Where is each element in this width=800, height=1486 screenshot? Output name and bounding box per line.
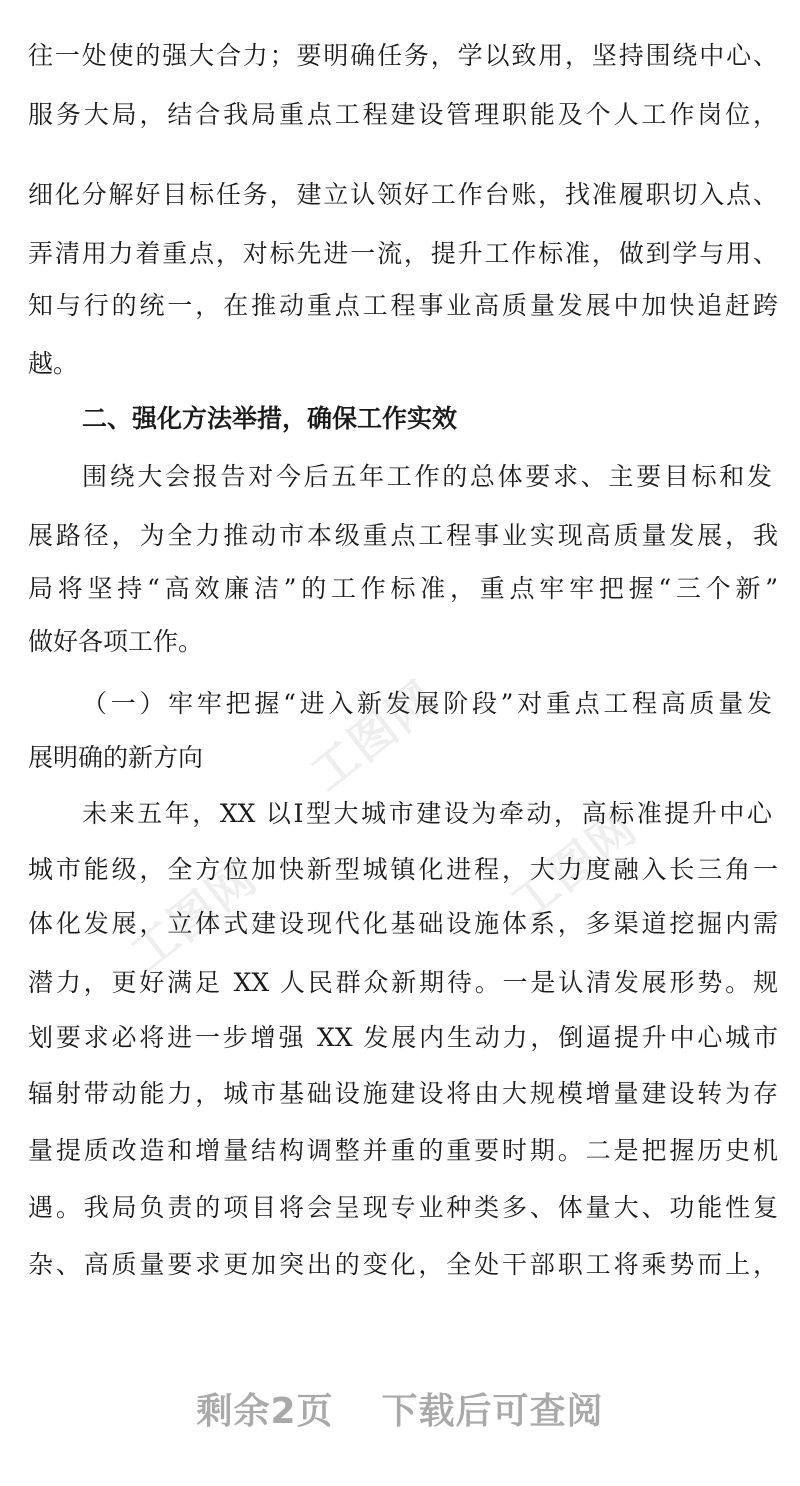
body-text-line: 量提质改造和增量结构调整并重的重要时期。二是把握历史机 — [28, 1136, 778, 1165]
body-text-line: 遇。我局负责的项目将会呈现专业种类多、体量大、功能性复 — [28, 1193, 778, 1222]
body-text-line: 知与行的统一，在推动重点工程事业高质量发展中加快追赶跨 — [28, 291, 778, 320]
body-text-line: 做好各项工作。 — [28, 627, 204, 656]
body-text-line: 往一处使的强大合力；要明确任务，学以致用，坚持围绕中心、 — [28, 41, 778, 70]
body-text-line: 体化发展，立体式建设现代化基础设施体系，多渠道挖掘内需 — [28, 909, 778, 938]
section-heading: 二、强化方法举措，确保工作实效 — [82, 404, 458, 433]
body-text-line: 城市能级，全方位加快新型城镇化进程，大力度融入长三角一 — [28, 855, 778, 884]
remaining-pages-label: 剩余2页 — [196, 1391, 334, 1432]
remaining-pages-banner[interactable] — [0, 1383, 800, 1439]
body-text-line: 局将坚持“高效廉洁”的工作标准，重点牢牢把握“三个新” — [28, 574, 778, 603]
body-text-line: 展路径，为全力推动市本级重点工程事业实现高质量发展，我 — [28, 521, 778, 550]
watermark-logo: 工图网 — [120, 849, 268, 981]
watermark-logo: 工图网 — [500, 799, 648, 931]
body-text-line: 服务大局，结合我局重点工程建设管理职能及个人工作岗位， — [28, 100, 778, 129]
subsection-heading: 展明确的新方向 — [28, 743, 204, 772]
body-text-line: 潜力，更好满足 XX 人民群众新期待。一是认清发展形势。规 — [28, 968, 778, 997]
watermark-logo: 工图网 — [300, 669, 448, 801]
body-text-line: 未来五年，XX 以Ⅰ型大城市建设为牵动，高标准提升中心 — [82, 799, 772, 828]
body-text-line: 杂、高质量要求更加突出的变化，全处干部职工将乘势而上， — [28, 1250, 778, 1279]
body-text-line: 围绕大会报告对今后五年工作的总体要求、主要目标和发 — [82, 462, 772, 491]
subsection-heading: （一）牢牢把握“进入新发展阶段”对重点工程高质量发 — [82, 689, 772, 718]
body-text-line: 划要求必将进一步增强 XX 发展内生动力，倒逼提升中心城市 — [28, 1023, 778, 1052]
body-text-line: 越。 — [28, 349, 79, 378]
body-text-line: 辐射带动能力，城市基础设施建设将由大规模增量建设转为存 — [28, 1079, 778, 1108]
download-to-view-label: 下载后可查阅 — [381, 1391, 604, 1432]
body-text-line: 细化分解好目标任务，建立认领好工作台账，找准履职切入点、 — [28, 180, 778, 209]
body-text-line: 弄清用力着重点，对标先进一流，提升工作标准，做到学与用、 — [28, 239, 778, 268]
